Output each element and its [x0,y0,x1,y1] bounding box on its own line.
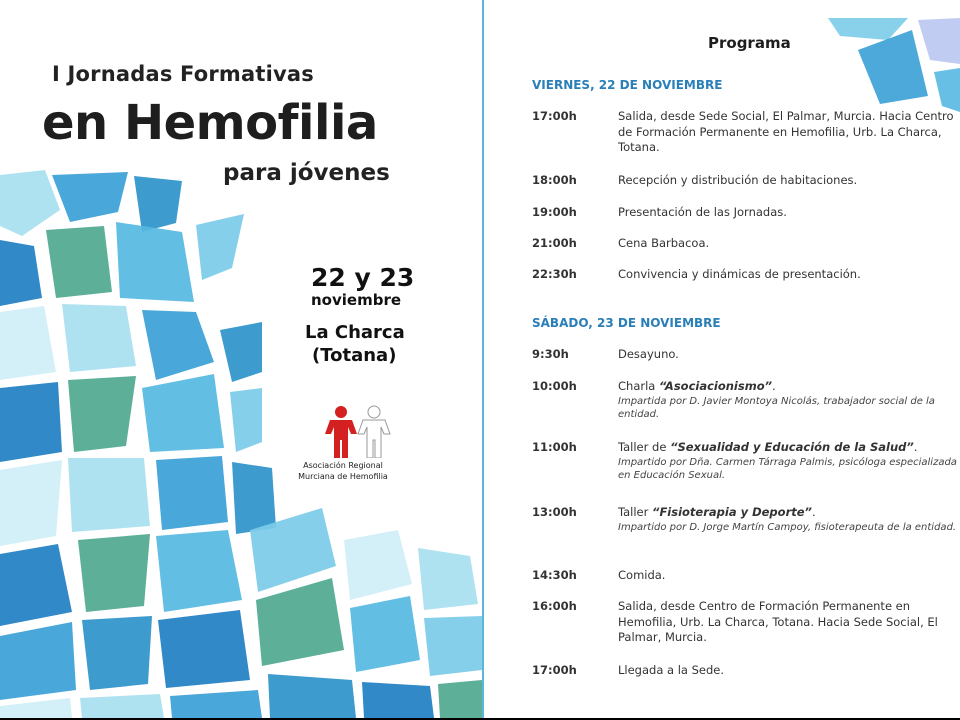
mosaic-tile [142,310,214,380]
program-panel [484,0,960,718]
schedule-text: Llegada a la Sede. [618,663,725,677]
schedule-text: Salida, desde Centro de Formación Permanente en Hemofilia, Urb. La Charca, Totana. Hacia Sede Social, El Palmar, Murcia. [618,599,938,644]
mosaic-tile [156,456,228,530]
activity-title: “Fisioterapia y Deporte” [652,505,812,519]
schedule-text: Presentación de las Jornadas. [618,205,787,219]
cover-title-line1: I Jornadas Formativas [52,62,314,86]
mosaic-tile [0,170,60,236]
schedule-time: 18:00h [532,173,577,187]
mosaic-tile [344,530,412,600]
schedule-text: Comida. [618,568,666,582]
mosaic-tile [0,382,62,462]
schedule-time: 10:00h [532,379,577,393]
schedule-time: 9:30h [532,347,569,361]
mosaic-tile [46,226,112,298]
speaker-detail: Impartida por D. Javier Montoya Nicolás, trabajador social de la entidad. [618,395,935,420]
speaker-detail: Impartido por D. Jorge Martín Campoy, fisioterapeuta de la entidad. [618,521,957,533]
mosaic-tile [230,388,262,452]
mosaic-tile [52,172,128,222]
program-title: Programa [708,34,791,52]
event-date-month: noviembre [311,291,402,309]
mosaic-tile [0,460,62,546]
cover-title-subtitle: para jóvenes [223,160,390,186]
speaker-detail: Impartido por Dña. Carmen Tárraga Palmis, psicóloga especializada en Educación Sexual. [618,456,957,481]
day-heading-friday: VIERNES, 22 DE NOVIEMBRE [532,78,723,92]
mosaic-tile [196,214,244,280]
mosaic-tile [82,616,152,690]
schedule-text: Recepción y distribución de habitaciones. [618,173,858,187]
activity-type: Taller [618,505,653,519]
event-place-line2: (Totana) [312,345,397,366]
cover-title-main: en Hemofilia [42,95,378,151]
activity-title: “Sexualidad y Educación de la Salud” [670,440,914,454]
activity-suffix: . [772,379,776,393]
schedule-time: 22:30h [532,267,577,281]
schedule-time: 17:00h [532,109,577,123]
day-heading-saturday: SÁBADO, 23 DE NOVIEMBRE [532,316,721,330]
mosaic-tile [80,694,164,718]
mosaic-tile [0,698,72,718]
association-logo-text: Asociación Regional Murciana de Hemofilia [298,461,388,481]
schedule-time: 13:00h [532,505,577,519]
event-date-days: 22 y 23 [311,263,415,292]
mosaic-tile [934,68,960,112]
mosaic-tile [220,322,262,382]
mosaic-tile [0,306,56,380]
mosaic-tile [156,530,242,612]
schedule-time: 17:00h [532,663,577,677]
mosaic-tile [62,304,136,372]
schedule-text [618,440,960,482]
mosaic-tile [268,674,356,718]
mosaic-tile [158,610,250,688]
mosaic-tile [142,374,224,452]
schedule-time: 16:00h [532,599,577,613]
mosaic-tile [0,240,42,306]
mosaic-tile [232,462,276,534]
activity-suffix: . [811,505,816,519]
activity-title: “Asociacionismo” [659,379,773,393]
mosaic-tile [424,616,482,676]
schedule-time: 21:00h [532,236,577,250]
mosaic-tile [858,30,928,104]
mosaic-tile [350,596,420,672]
mosaic-tile [0,622,76,700]
activity-type: Taller de [618,440,671,454]
association-logo-icon [322,404,394,458]
schedule-time: 11:00h [532,440,577,454]
schedule-text: Cena Barbacoa. [618,236,710,250]
mosaic-tile [134,176,182,232]
mosaic-tile [918,18,960,64]
schedule-text: Desayuno. [618,347,679,361]
mosaic-tile [68,458,150,532]
activity-suffix: . [913,440,918,454]
mosaic-tile [362,682,434,718]
schedule-time: 19:00h [532,205,577,219]
schedule-time: 14:30h [532,568,577,582]
mosaic-tile [116,222,194,302]
schedule-text: Salida, desde Sede Social, El Palmar, Murcia. Hacia Centro de Formación Permanente en Hemofilia, Urb. La Charca, Totana. [618,109,954,154]
activity-type: Charla [618,379,659,393]
corner-mosaic-decoration [484,0,960,120]
mosaic-tile [68,376,136,452]
mosaic-tile [256,578,344,666]
mosaic-tile [78,534,150,612]
mosaic-tile [170,690,262,718]
event-place-line1: La Charca [305,322,405,343]
mosaic-tile [438,680,482,718]
mosaic-tile [418,548,478,610]
schedule-text: Convivencia y dinámicas de presentación. [618,267,861,281]
schedule-text [618,379,960,421]
mosaic-tile [0,544,72,626]
schedule-text [618,505,960,534]
